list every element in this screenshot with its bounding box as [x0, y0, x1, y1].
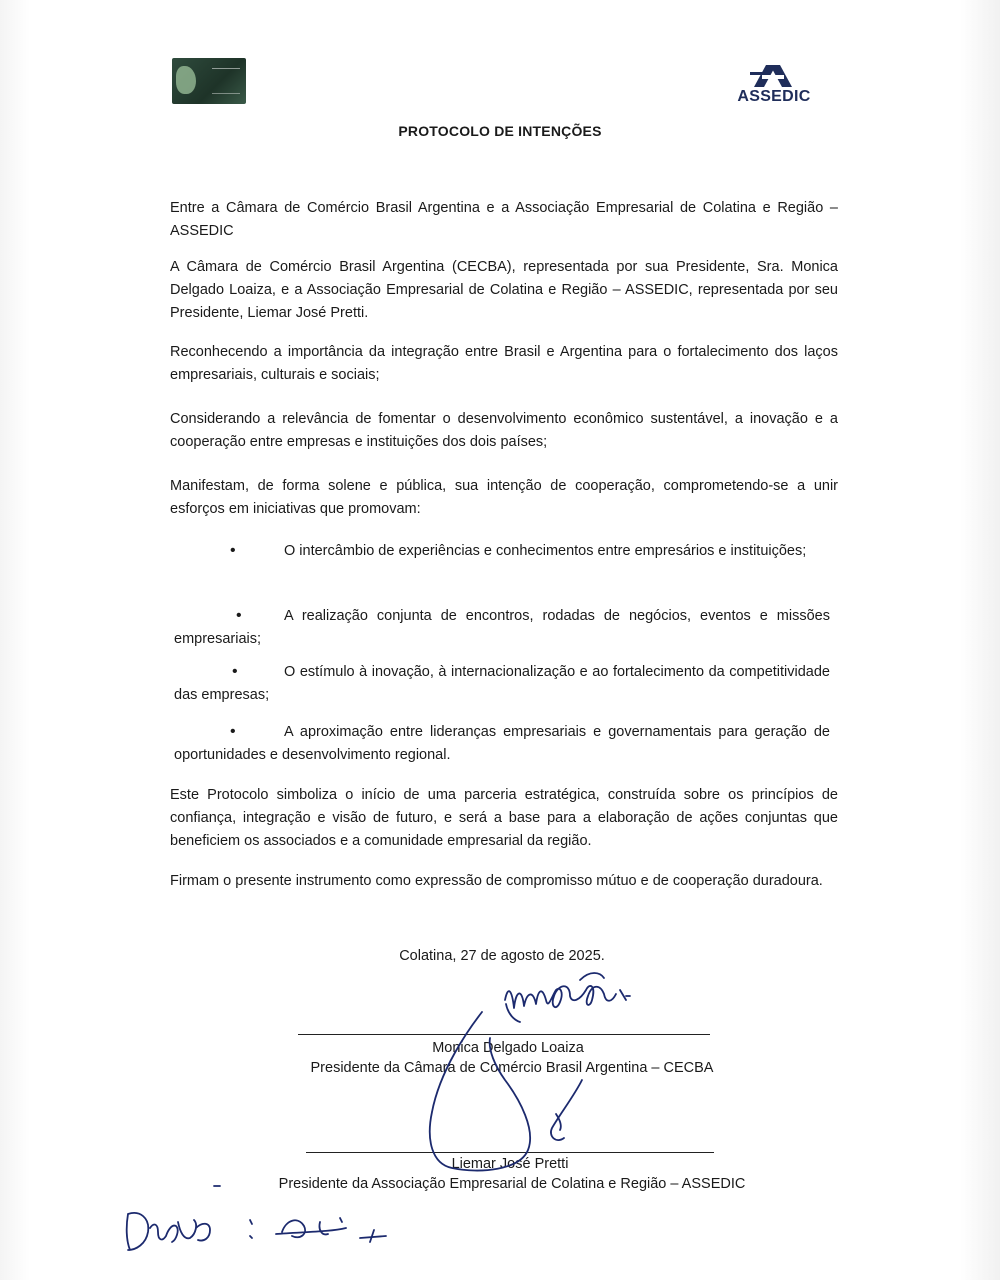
signatory-2-role: Presidente da Associação Empresarial de Colatina e Região – ASSEDIC [278, 1176, 746, 1192]
cecba-logo [172, 58, 246, 104]
assedic-mark-icon [748, 63, 794, 87]
recital-1-paragraph: Reconhecendo a importância da integração entre Brasil e Argentina para o fortalecimento dos laços empresariais, culturais e sociais; [170, 344, 838, 383]
initials-left [127, 1213, 210, 1250]
bullet-icon: • [236, 607, 242, 624]
closing-paragraph-2: Firmam o presente instrumento como expressão de compromisso mútuo e de cooperação duradoura. [170, 873, 823, 889]
signature-line-2 [306, 1152, 714, 1153]
bullet-icon: • [232, 663, 238, 680]
logo-lines [212, 68, 240, 94]
bullet-item-3: O estímulo à inovação, à internacionalização e ao fortalecimento da competitividade das empresas; [174, 664, 830, 703]
intro-paragraph: Entre a Câmara de Comércio Brasil Argentina e a Associação Empresarial de Colatina e Região – ASSEDIC [170, 200, 838, 239]
manifest-paragraph: Manifestam, de forma solene e pública, sua intenção de cooperação, comprometendo-se a unir esforços em iniciativas que promovam: [170, 478, 838, 517]
map-graphic [176, 66, 196, 94]
bullet-item-4: A aproximação entre lideranças empresariais e governamentais para geração de oportunidades e desenvolvimento regional. [174, 724, 830, 763]
document-title: PROTOCOLO DE INTENÇÕES [398, 123, 602, 139]
bullet-icon: • [230, 542, 236, 559]
place-date: Colatina, 27 de agosto de 2025. [399, 948, 605, 964]
parties-paragraph: A Câmara de Comércio Brasil Argentina (CECBA), representada por sua Presidente, Sra. Monica Delgado Loaiza, e a Associação Empresarial de Colatina e Região – ASSEDIC, representada por seu Presidente, Liemar José Pretti. [170, 259, 838, 321]
signatory-2-name: Liemar José Pretti [451, 1156, 569, 1172]
bullet-icon: • [230, 723, 236, 740]
signature-line-1 [298, 1034, 710, 1035]
signatory-1-name: Monica Delgado Loaiza [432, 1040, 584, 1056]
signature-monica [505, 986, 630, 1008]
signature-liemar [430, 1012, 530, 1171]
recital-2-paragraph: Considerando a relevância de fomentar o desenvolvimento econômico sustentável, a inovação e a cooperação entre empresas e instituições dos dois países; [170, 411, 838, 450]
signatory-1-role: Presidente da Câmara de Comércio Brasil Argentina – CECBA [310, 1060, 714, 1076]
bullet-item-2: A realização conjunta de encontros, rodadas de negócios, eventos e missões empresariais; [174, 608, 830, 647]
assedic-brand-text: ASSEDIC [737, 88, 811, 105]
bullet-item-1: O intercâmbio de experiências e conhecimentos entre empresários e instituições; [284, 543, 807, 559]
initials-right [276, 1218, 386, 1242]
assedic-logo [730, 63, 818, 109]
closing-paragraph-1: Este Protocolo simboliza o início de uma parceria estratégica, construída sobre os princípios de confiança, integração e visão de futuro, e será a base para a elaboração de ações conjuntas que beneficiem os associados e a comunidade empresarial da região. [170, 787, 838, 849]
